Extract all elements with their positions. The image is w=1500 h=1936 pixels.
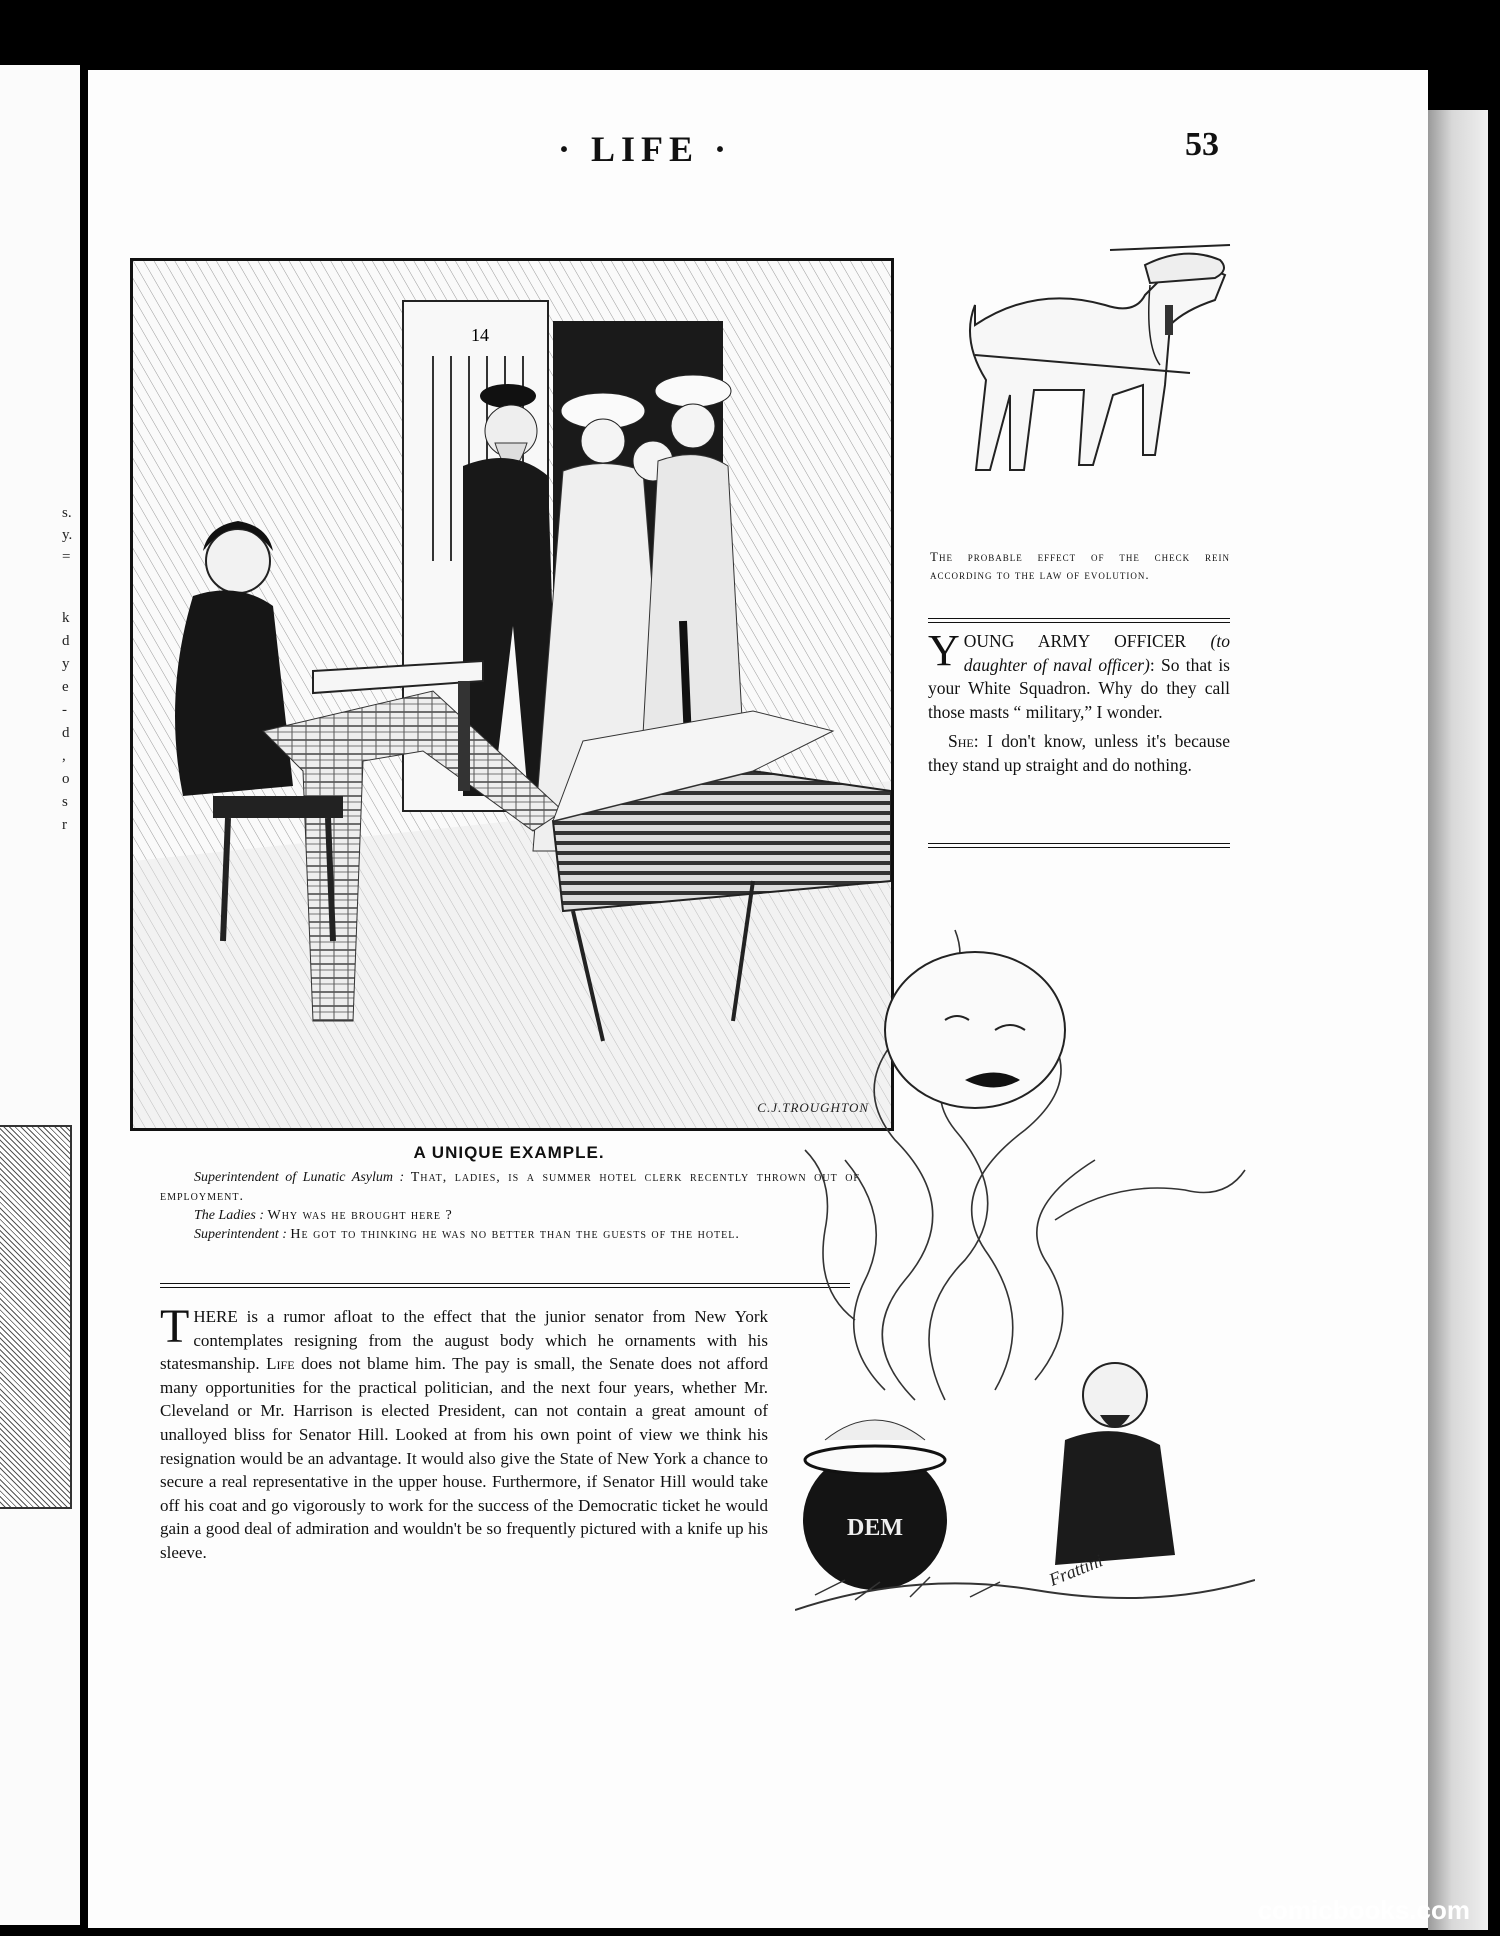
previous-page-illustration	[0, 1125, 72, 1509]
article-text: does not blame him. The pay is small, the Senate does not afford many opportunities for the practical politician, and the next four years, whether Mr. Cleveland or Mr. Harrison is elected President, can not contain a great amount of unalloyed bliss for Senator Hill. Looked at from his own point of view we think his resignation would be an advantage. It would also give the State of New York a chance to secure a real representative in the upper house. Furthermore, if Senator Hill would take off his coat and go vigorously to work for the success of the Democratic ticket he would gain a good deal of admiration and wouldn't be so frequently pictured with a knife up his sleeve.	[160, 1354, 768, 1562]
senator-hill-article	[160, 1300, 768, 1565]
magazine-title: · LIFE ·	[557, 129, 733, 169]
previous-page-edge: s. y. = k d y e - d , o s r	[0, 65, 86, 1925]
pot-label: DEM	[847, 1515, 903, 1541]
page-edge-shadow	[1428, 110, 1488, 1930]
caption-speaker: Superintendent :	[194, 1227, 287, 1242]
smoke-cartoon-signature: Frattini	[1046, 1550, 1106, 1590]
political-smoke-cartoon	[795, 920, 1255, 1640]
caption-line: He got to thinking he was no better than the guests of the hotel.	[290, 1227, 740, 1242]
caption-speaker: Superintendent of Lunatic Asylum :	[194, 1170, 405, 1185]
caption-body	[160, 1168, 860, 1244]
dialogue-speaker: OUNG ARMY OFFICER	[963, 631, 1187, 651]
asylum-cartoon-illustration	[130, 258, 894, 1131]
illustrator-signature: C.J.TROUGHTON	[757, 1100, 869, 1115]
door-number: 14	[471, 325, 489, 345]
dialogue-speaker: She	[948, 731, 974, 751]
caption-title: A UNIQUE EXAMPLE.	[413, 1143, 605, 1162]
dialogue-line: : So that is your White Squadron. Why do they call those masts “ military,” I wonder.	[928, 654, 1230, 722]
dialogue-line: : I don't know, unless it's because they stand up straight and do nothing.	[928, 731, 1230, 775]
article-life-mention: Life	[266, 1354, 295, 1374]
divider-rule	[160, 1283, 850, 1288]
page-number: 53	[1185, 126, 1219, 163]
divider-rule	[928, 843, 1230, 848]
dialogue-stage-note: (to daughter of naval officer)	[963, 631, 1230, 675]
site-watermark: comicbooks.com	[1257, 1895, 1470, 1925]
caption-line: Why was he brought here ?	[267, 1208, 453, 1223]
divider-rule	[928, 618, 1230, 623]
check-rein-horse-illustration	[935, 235, 1235, 535]
article-lead: HERE	[193, 1307, 238, 1326]
white-squadron-dialogue	[928, 626, 1230, 783]
horse-caption: The probable effect of the check rein according to the law of evolution.	[930, 549, 1230, 582]
caption-speaker: The Ladies :	[194, 1208, 264, 1223]
article-text: is a rumor afloat to the effect that the junior senator from New York contemplates resigning from the august body which he ornaments with his statesmanship.	[160, 1307, 768, 1374]
article-dropcap: T	[160, 1300, 190, 1353]
dialogue-dropcap: Y	[928, 626, 960, 675]
caption-line: That, ladies, is a summer hotel clerk recently thrown out of employment.	[160, 1170, 860, 1204]
